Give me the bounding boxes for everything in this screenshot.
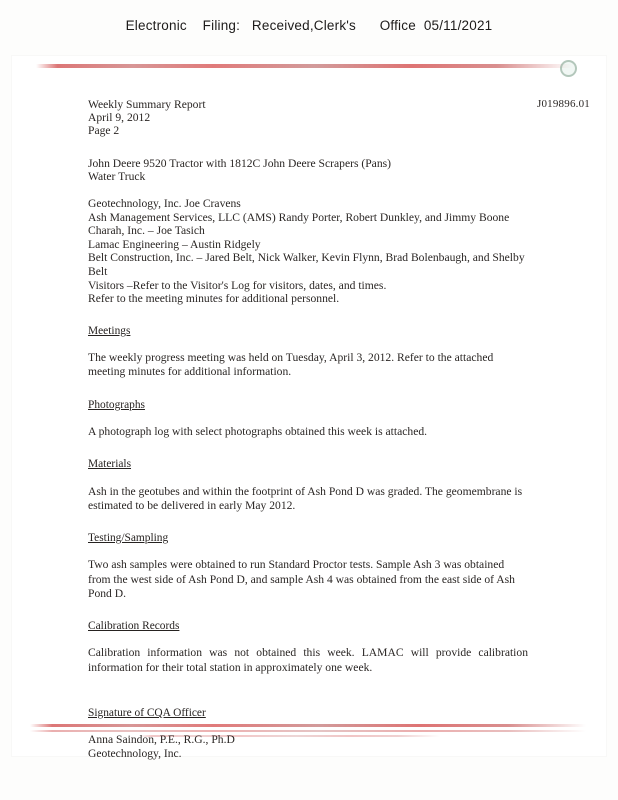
job-number: J019896.01 — [536, 98, 590, 110]
personnel-line: Belt Construction, Inc. – Jared Belt, Nick Walker, Kevin Flynn, Brad Bolenbaugh, and Shelby — [88, 251, 525, 265]
personnel-line: Lamac Engineering – Austin Ridgely — [88, 237, 261, 251]
section-body-meetings: The weekly progress meeting was held on Tuesday, April 3, 2012. Refer to the attached meeting minutes for additional information. — [88, 351, 494, 379]
personnel-line: Refer to the meeting minutes for additional personnel. — [88, 292, 340, 306]
scan-artifact-circle — [560, 60, 577, 77]
section-body-photographs: A photograph log with select photographs obtained this week is attached. — [88, 424, 428, 438]
document-header — [88, 98, 590, 111]
document-body — [88, 98, 590, 760]
section-heading-signature: Signature of CQA Officer — [88, 706, 206, 719]
report-title: Weekly Summary Report — [88, 98, 206, 111]
section-heading-calibration-records: Calibration Records — [88, 620, 180, 632]
equipment-line: Water Truck — [88, 170, 146, 184]
personnel-line: Belt — [88, 264, 108, 278]
section-body-calibration-records: Calibration information was not obtained this week. LAMAC will provide calibration information for their total station in approximately one week. — [88, 646, 528, 674]
section-heading-meetings: Meetings — [88, 324, 131, 337]
signature-company: Geotechnology, Inc. — [88, 746, 182, 760]
electronic-filing-stamp: Electronic Filing: Received,Clerk's Office 05/11/2021 — [125, 18, 493, 33]
equipment-line: John Deere 9520 Tractor with 1812C John Deere Scrapers (Pans) — [88, 156, 391, 170]
scan-artifact-bar-top — [36, 64, 572, 68]
section-body-materials: Ash in the geotubes and within the footprint of Ash Pond D was graded. The geomembrane is estimated to be delivered in early May 2012. — [88, 484, 523, 512]
section-heading-photographs: Photographs — [88, 398, 145, 411]
page-number: Page 2 — [88, 124, 120, 138]
signature-name: Anna Saindon, P.E., R.G., Ph.D — [88, 733, 235, 747]
section-heading-testing-sampling: Testing/Sampling — [88, 531, 169, 544]
section-heading-materials: Materials — [88, 458, 132, 471]
personnel-line: Ash Management Services, LLC (AMS) Randy Porter, Robert Dunkley, and Jimmy Boone — [88, 210, 510, 224]
personnel-line: Charah, Inc. – Joe Tasich — [88, 224, 205, 238]
personnel-line: Visitors –Refer to the Visitor's Log for visitors, dates, and times. — [88, 278, 387, 292]
report-date: April 9, 2012 — [88, 111, 151, 124]
section-body-testing-sampling: Two ash samples were obtained to run Standard Proctor tests. Sample Ash 3 was obtained from the west side of Ash Pond D, and sample Ash 4 was obtained from the east side of Ash Pond D. — [88, 558, 515, 600]
personnel-line: Geotechnology, Inc. Joe Cravens — [88, 197, 241, 210]
